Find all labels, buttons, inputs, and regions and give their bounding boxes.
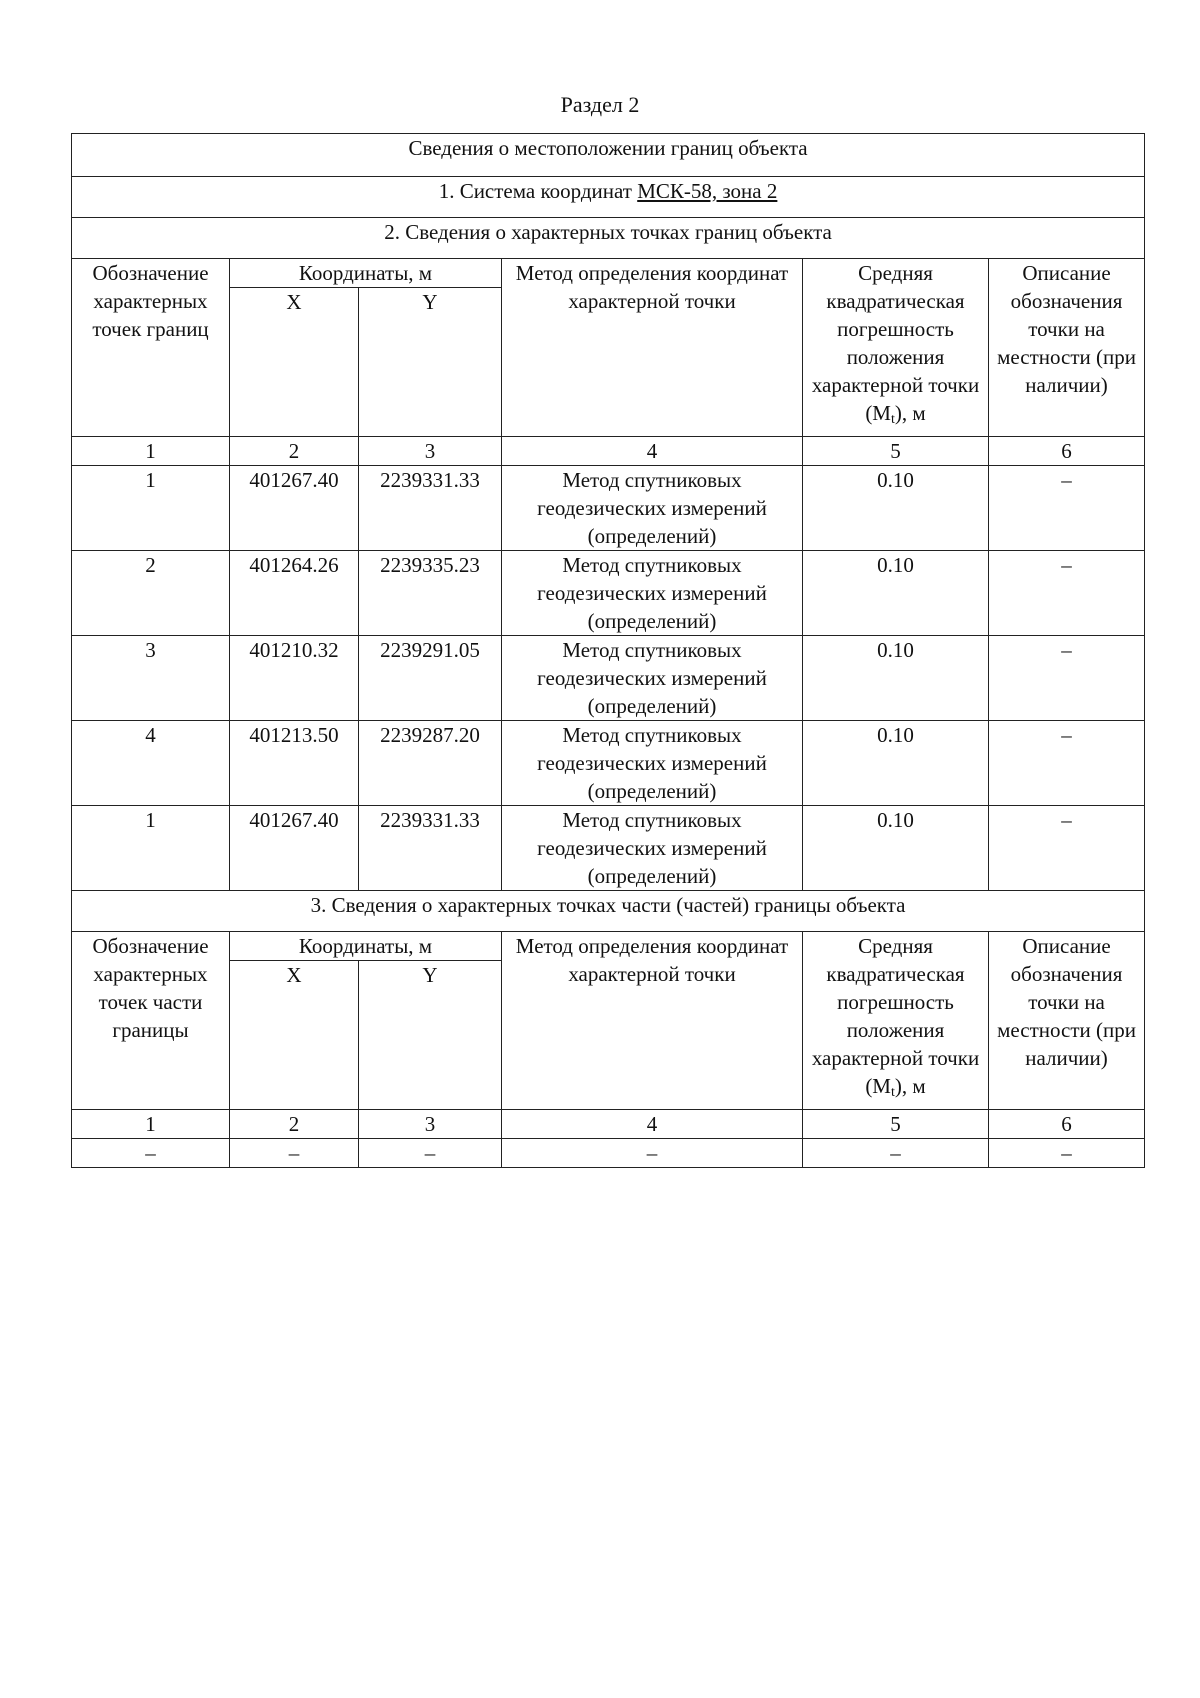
column-number: 2 (230, 437, 359, 466)
coord-x: 401210.32 (230, 636, 359, 721)
point-description: – (989, 551, 1145, 636)
column-number: 4 (502, 437, 803, 466)
table-row (72, 1139, 1145, 1168)
column-number: 2 (230, 1110, 359, 1139)
coord-x: 401264.26 (230, 551, 359, 636)
coord-y: 2239331.33 (359, 806, 502, 891)
empty-cell: – (803, 1139, 989, 1168)
table-row (72, 721, 1145, 806)
empty-cell: – (989, 1139, 1145, 1168)
header-y: Y (359, 288, 502, 437)
header-error-text: Средняя квадратическая погрешность положения характерной точки (M (811, 934, 980, 1098)
column-number: 6 (989, 1110, 1145, 1139)
table-row (72, 551, 1145, 636)
page-heading: Раздел 2 (560, 92, 640, 117)
header-designation: Обозначение характерных точек границ (72, 259, 230, 437)
method: Метод спутниковых геодезических измерений (определений) (502, 721, 803, 806)
point-designation: 3 (72, 636, 230, 721)
point-designation: 1 (72, 806, 230, 891)
column-numbers-row (72, 437, 1145, 466)
header-error (803, 932, 989, 1110)
coord-x: 401213.50 (230, 721, 359, 806)
column-number: 3 (359, 1110, 502, 1139)
empty-cell: – (502, 1139, 803, 1168)
coord-y: 2239331.33 (359, 466, 502, 551)
column-number: 5 (803, 1110, 989, 1139)
header-x: X (230, 961, 359, 1110)
empty-cell: – (230, 1139, 359, 1168)
column-number: 6 (989, 437, 1145, 466)
column-number: 3 (359, 437, 502, 466)
header-error-text: Средняя квадратическая погрешность положения характерной точки (M (811, 261, 980, 425)
header-error-unit: ), м (894, 401, 926, 425)
point-description: – (989, 806, 1145, 891)
boundary-table (71, 133, 1145, 1168)
header-description: Описание обозначения точки на местности (при наличии) (989, 259, 1145, 437)
section-1-coordinate-system (72, 177, 1145, 218)
point-description: – (989, 466, 1145, 551)
method: Метод спутниковых геодезических измерений (определений) (502, 806, 803, 891)
table-row (72, 636, 1145, 721)
error-value: 0.10 (803, 551, 989, 636)
empty-cell: – (72, 1139, 230, 1168)
column-numbers-row (72, 1110, 1145, 1139)
coordinate-system-value: МСК-58, зона 2 (637, 179, 778, 203)
header-method: Метод определения координат характерной точки (502, 259, 803, 437)
column-number: 4 (502, 1110, 803, 1139)
section-3-label: 3. Сведения о характерных точках части (частей) границы объекта (72, 891, 1145, 932)
method: Метод спутниковых геодезических измерений (определений) (502, 636, 803, 721)
header-x: X (230, 288, 359, 437)
header-coordinates: Координаты, м (230, 932, 502, 961)
error-value: 0.10 (803, 806, 989, 891)
column-number: 1 (72, 1110, 230, 1139)
header-description: Описание обозначения точки на местности (при наличии) (989, 932, 1145, 1110)
point-designation: 2 (72, 551, 230, 636)
point-designation: 4 (72, 721, 230, 806)
header-method: Метод определения координат характерной точки (502, 932, 803, 1110)
coord-y: 2239291.05 (359, 636, 502, 721)
header-error-subscript: t (890, 1085, 895, 1100)
coord-x: 401267.40 (230, 806, 359, 891)
column-number: 5 (803, 437, 989, 466)
point-description: – (989, 636, 1145, 721)
method: Метод спутниковых геодезических измерений (определений) (502, 466, 803, 551)
table-title: Сведения о местоположении границ объекта (72, 134, 1145, 177)
section-2-label: 2. Сведения о характерных точках границ объекта (72, 218, 1145, 259)
table-row (72, 806, 1145, 891)
header-coordinates: Координаты, м (230, 259, 502, 288)
header-designation: Обозначение характерных точек части границы (72, 932, 230, 1110)
header-error-subscript: t (890, 412, 895, 427)
header-error (803, 259, 989, 437)
error-value: 0.10 (803, 721, 989, 806)
method: Метод спутниковых геодезических измерений (определений) (502, 551, 803, 636)
coord-y: 2239335.23 (359, 551, 502, 636)
error-value: 0.10 (803, 466, 989, 551)
section-1-label: 1. Система координат (438, 179, 638, 203)
header-error-unit: ), м (894, 1074, 926, 1098)
point-description: – (989, 721, 1145, 806)
point-designation: 1 (72, 466, 230, 551)
coord-x: 401267.40 (230, 466, 359, 551)
coord-y: 2239287.20 (359, 721, 502, 806)
table-row (72, 466, 1145, 551)
column-number: 1 (72, 437, 230, 466)
error-value: 0.10 (803, 636, 989, 721)
empty-cell: – (359, 1139, 502, 1168)
header-y: Y (359, 961, 502, 1110)
